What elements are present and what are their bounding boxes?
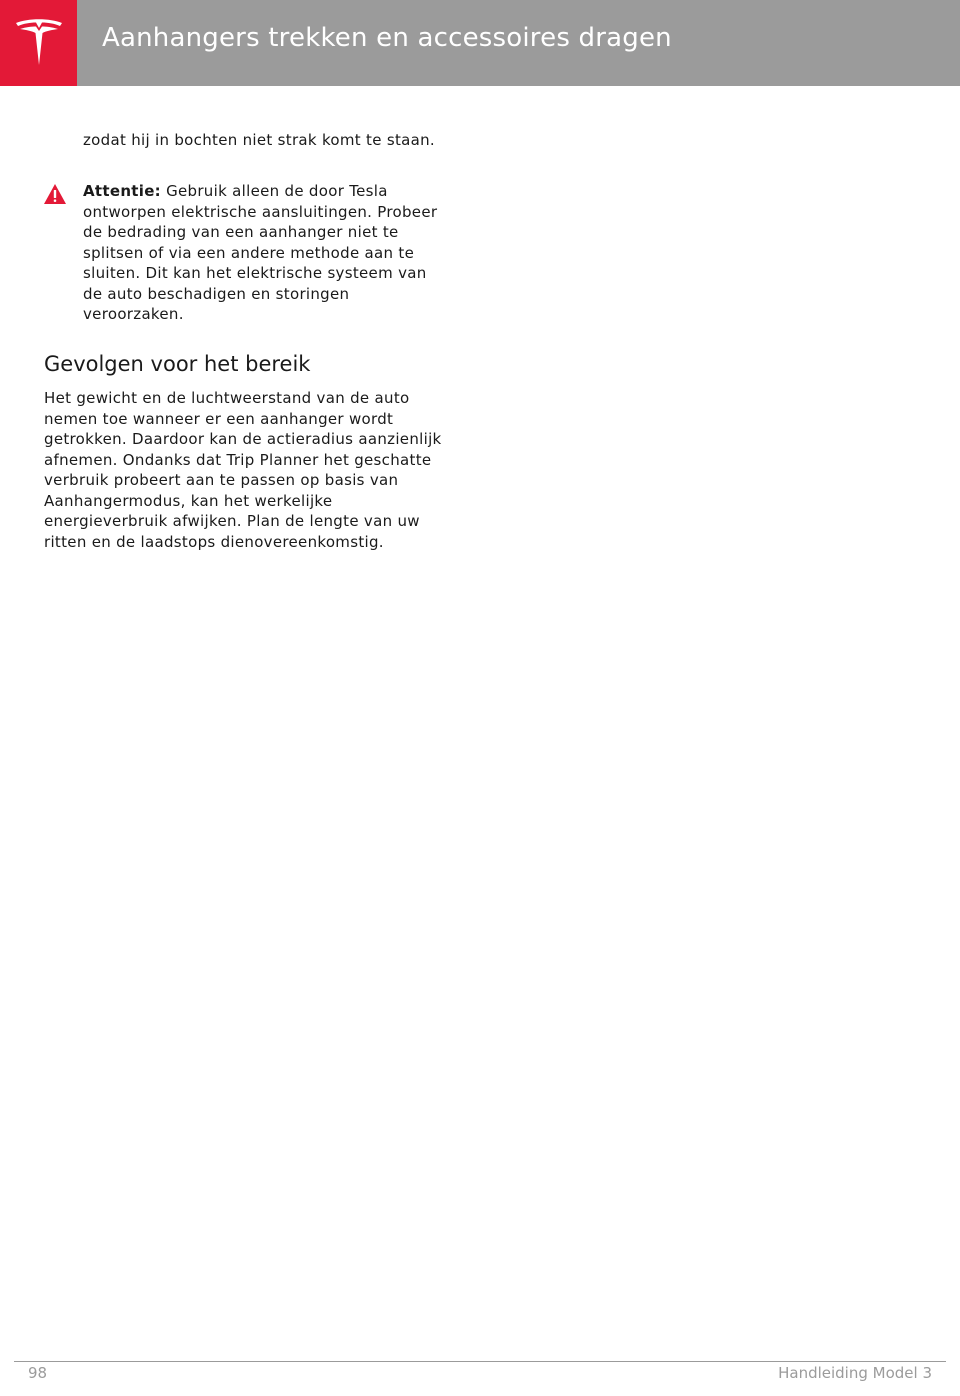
page-title: Aanhangers trekken en accessoires dragen <box>102 23 672 53</box>
footer-divider <box>14 1361 946 1362</box>
continuation-paragraph: zodat hij in bochten niet strak komt te staan. <box>83 131 435 149</box>
warning-text: Gebruik alleen de door Tesla ontworpen elektrische aansluitingen. Probeer de bedrading van een aanhanger niet te splitsen of via een andere methode aan te sluiten. Dit kan het elektrische systeem van de auto beschadigen en storingen veroorzaken. <box>83 182 438 323</box>
warning-label: Attentie: <box>83 182 161 200</box>
page-header <box>0 0 960 86</box>
tesla-t-logo-icon <box>14 17 64 69</box>
tesla-logo <box>0 0 77 86</box>
warning-triangle-icon <box>43 183 67 205</box>
page-number: 98 <box>28 1364 48 1382</box>
section-body: Het gewicht en de luchtweerstand van de auto nemen toe wanneer er een aanhanger wordt getrokken. Daardoor kan de actieradius aanzienlijk afnemen. Ondanks dat Trip Planner het geschatte verbruik probeert aan te passen op basis van Aanhangermodus, kan het werkelijke energieverbruik afwijken. Plan de lengte van uw ritten en de laadstops dienovereenkomstig. <box>44 389 442 551</box>
warning-callout <box>83 181 443 325</box>
manual-title: Handleiding Model 3 <box>778 1364 932 1382</box>
section-heading: Gevolgen voor het bereik <box>44 352 311 376</box>
